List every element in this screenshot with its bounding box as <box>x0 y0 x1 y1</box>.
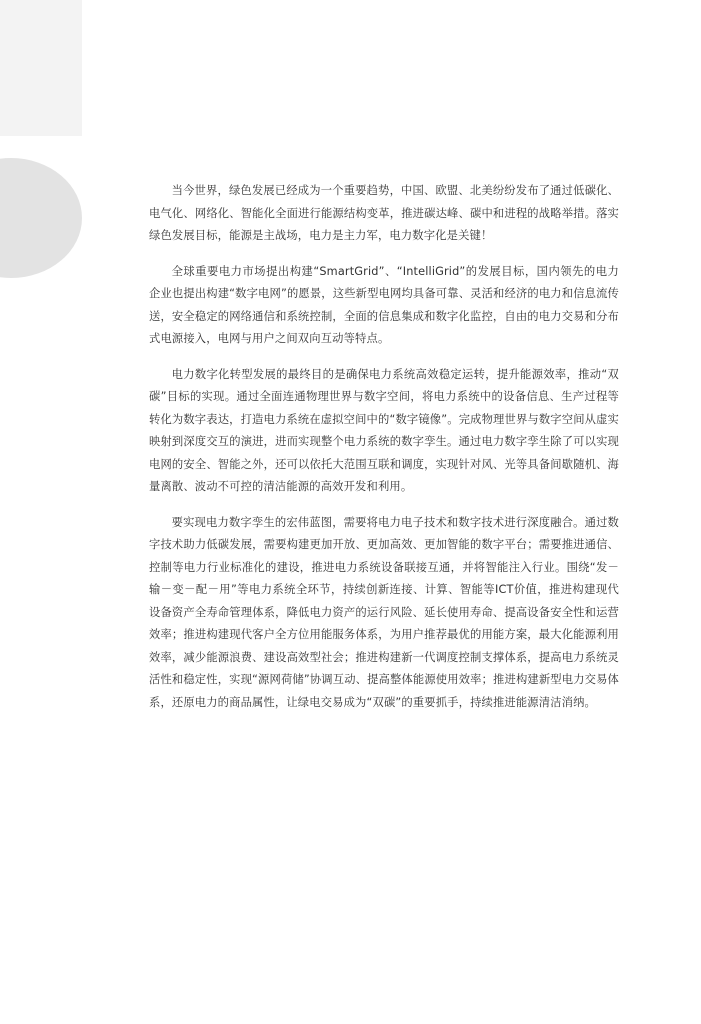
paragraph: 电力数字化转型发展的最终目的是确保电力系统高效稳定运转，提升能源效率，推动“双碳”目标的实现。通过全面连通物理世界与数字空间，将电力系统中的设备信息、生产过程等转化为数字表达，打造电力系统在虚拟空间中的“数字镜像”。完成物理世界与数字空间从虚实映射到深度交互的演进，进而实现整个电力系统的数字孪生。通过电力数字孪生除了可以实现电网的安全、智能之外，还可以依托大范围互联和调度，实现针对风、光等具备间歇随机、海量离散、波动不可控的清洁能源的高效开发和利用。 <box>149 367 619 493</box>
paragraph: 要实现电力数字孪生的宏伟蓝图，需要将电力电子技术和数字技术进行深度融合。通过数字技术助力低碳发展，需要构建更加开放、更加高效、更加智能的数字平台；需要推进通信、控制等电力行业标准化的建设，推进电力系统设备联接互通，并将智能注入行业。围绕“发－输－变－配－用”等电力系统全环节，持续创新连接、计算、智能等ICT价值，推进构建现代设备资产全寿命管理体系，降低电力资产的运行风险、延长使用寿命、提高设备安全性和运营效率；推进构建现代客户全方位用能服务体系，为用户推荐最优的用能方案，最大化能源利用效率，减少能源浪费、建设高效型社会；推进构建新一代调度控制支撑体系，提高电力系统灵活性和稳定性，实现“源网荷储”协调互动、提高整体能源使用效率；推进构建新型电力交易体系，还原电力的商品属性，让绿电交易成为“双碳”的重要抓手，持续推进能源清洁消纳。 <box>149 515 619 709</box>
document-body <box>149 180 619 727</box>
paragraph: 当今世界，绿色发展已经成为一个重要趋势，中国、欧盟、北美纷纷发布了通过低碳化、电气化、网络化、智能化全面进行能源结构变革，推进碳达峰、碳中和进程的战略举措。落实绿色发展目标，能源是主战场，电力是主力军，电力数字化是关键！ <box>149 184 619 242</box>
corner-decoration-block <box>0 0 82 136</box>
paragraph: 全球重要电力市场提出构建“SmartGrid”、“IntelliGrid”的发展目标，国内领先的电力企业也提出构建“数字电网”的愿景，这些新型电网均具备可靠、灵活和经济的电力和信息流传送，安全稳定的网络通信和系统控制，全面的信息集成和数字化监控，自由的电力交易和分布式电源接入，电网与用户之间双向互动等特点。 <box>149 264 619 345</box>
circle-decoration <box>0 158 82 278</box>
